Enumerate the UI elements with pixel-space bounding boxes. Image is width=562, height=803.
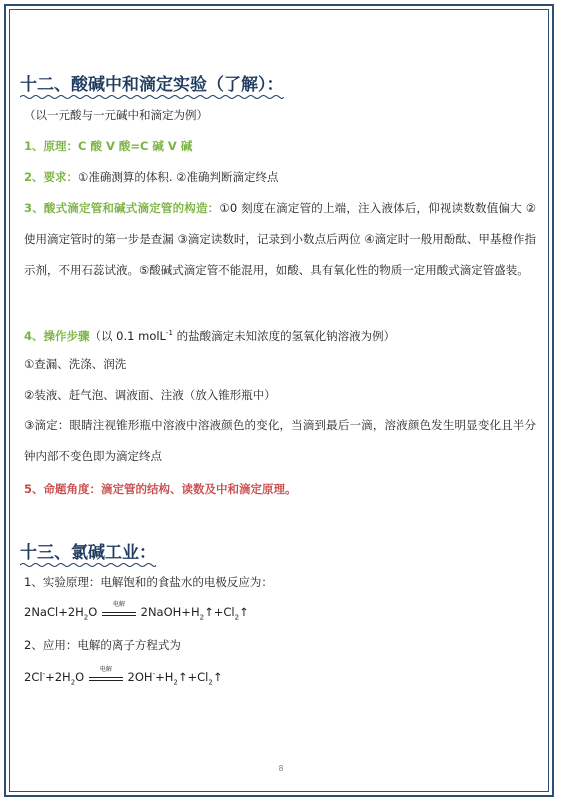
eq2-sub: 2 <box>173 678 178 687</box>
step-2: ②装液、赶气泡、调液面、注液（放入锥形瓶中） <box>24 388 276 402</box>
chlor-alkali-application: 2、应用：电解的离子方程式为 <box>24 638 181 652</box>
item-burette-structure <box>24 193 536 286</box>
item-procedure-text-b: 的盐酸滴定未知浓度的氢氧化钠溶液为例） <box>172 328 396 343</box>
reaction-arrow <box>89 665 123 685</box>
eq2-right2: +H <box>155 670 174 684</box>
section-12-heading <box>20 70 284 95</box>
eq2-left: 2Cl <box>24 670 43 684</box>
item-requirements <box>24 170 278 184</box>
equation-1 <box>24 600 249 622</box>
item-requirements-label: 2、要求： <box>24 170 79 184</box>
eq2-right4: ↑ <box>212 670 223 684</box>
eq2-sup: - <box>152 670 156 679</box>
eq1-right: 2NaOH+H <box>140 605 200 619</box>
eq2-sup: - <box>42 670 46 679</box>
wavy-underline <box>20 562 156 568</box>
eq1-right3: ↑ <box>239 605 249 619</box>
section-13-heading <box>20 538 156 563</box>
eq2-sub: 2 <box>208 678 213 687</box>
item-procedure-text-a: （以 0.1 molL <box>89 328 166 343</box>
step-1: ①查漏、洗涤、润洗 <box>24 357 127 371</box>
page-number: 8 <box>278 764 284 773</box>
reaction-arrow <box>102 600 136 620</box>
eq2-sub: 2 <box>70 678 76 687</box>
eq1-right2: ↑+Cl <box>204 605 235 619</box>
item-burette-label: 3、酸式滴定管和碱式滴定管的构造： <box>24 201 220 215</box>
equation-2 <box>24 665 223 687</box>
eq2-right: 2OH <box>127 670 153 684</box>
eq1-sub: 2 <box>199 613 205 622</box>
chlor-alkali-principle: 1、实验原理：电解饱和的食盐水的电极反应为： <box>24 575 273 589</box>
eq1-sub: 2 <box>234 613 240 622</box>
eq2-left3: O <box>75 670 85 684</box>
item-procedure-label: 4、操作步骤 <box>24 328 90 343</box>
item-principle: 1、原理：C 酸 V 酸=C 碱 V 碱 <box>24 139 193 153</box>
step-3: ③滴定：眼睛注视锥形瓶中溶液中溶液颜色的变化，当滴到最后一滴，溶液颜色发生明显变化且半分钟内部不变色即为滴定终点 <box>24 418 536 463</box>
item-burette-text: ①0 刻度在滴定管的上端，注入液体后，仰视读数数值偏大 ②使用滴定管时的第一步是查漏 ③滴定读数时，记录到小数点后两位 ④滴定时一般用酚酞、甲基橙作指示剂，不用石蕊试液。⑤酸碱式滴定管不能混用，如酸、具有氧化性的物质一定用酸式滴定管盛装。 <box>24 201 537 277</box>
eq2-left2: +2H <box>45 670 71 684</box>
section-12-title: 十二、酸碱中和滴定实验（了解）： <box>20 75 284 95</box>
reaction-condition: 电解 <box>112 600 125 608</box>
item-exam-angle: 5、命题角度：滴定管的结构、读数及中和滴定原理。 <box>24 482 297 496</box>
eq1-left: 2NaCl+2H <box>24 605 84 619</box>
item-procedure-sup: -1 <box>165 329 173 337</box>
wavy-underline <box>20 94 284 100</box>
section-13-title: 十三、氯碱工业： <box>20 543 156 563</box>
eq2-right3: ↑+Cl <box>177 670 209 684</box>
eq1-sub: 2 <box>83 613 89 622</box>
section-12-intro: （以一元酸与一元碱中和滴定为例） <box>24 108 208 122</box>
reaction-condition: 电解 <box>99 665 112 673</box>
eq1-left2: O <box>88 605 98 619</box>
item-requirements-text: ①准确测算的体积. ②准确判断滴定终点 <box>78 170 279 184</box>
item-procedure <box>24 326 395 343</box>
